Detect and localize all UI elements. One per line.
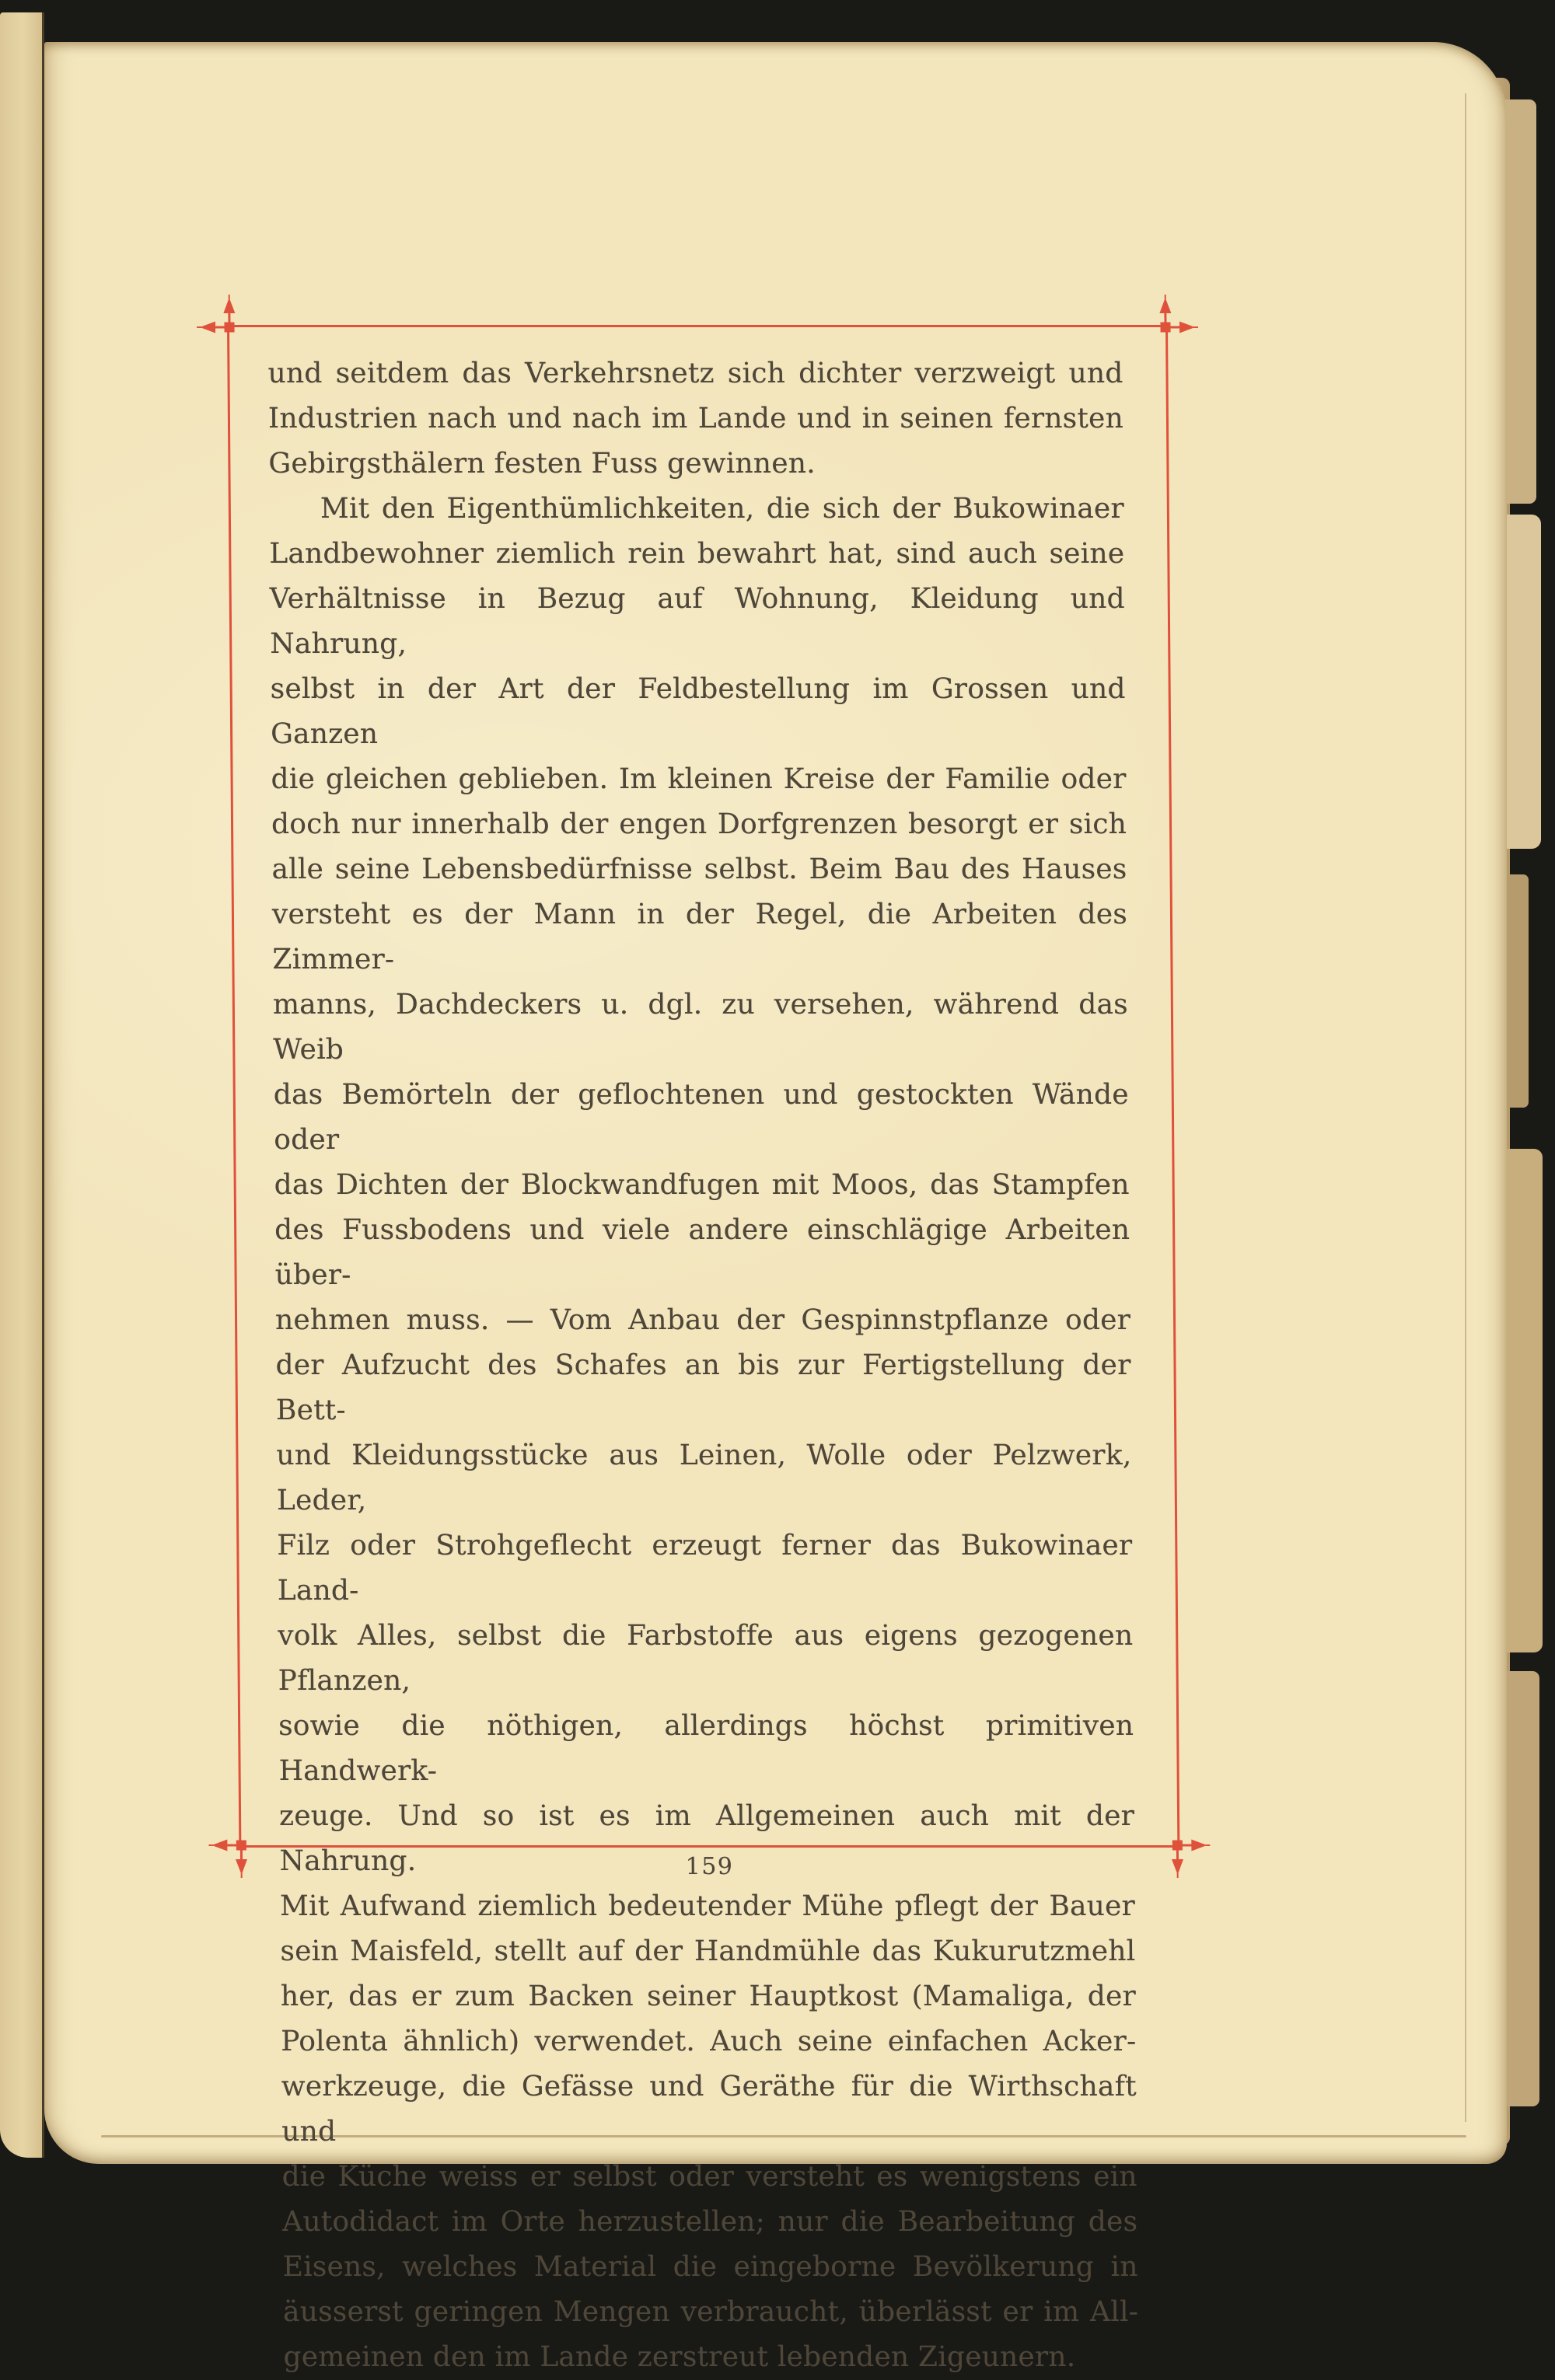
- text-line: das Dichten der Blockwandfugen mit Moos, das Stampfen: [274, 1169, 1130, 1201]
- text-line: her, das er zum Backen seiner Hauptkost (Mamaliga, der: [280, 1980, 1137, 2012]
- text-line: das Bemörteln der geflochtenen und gestockten Wände oder: [273, 1079, 1129, 1156]
- text-line: nehmen muss. — Vom Anbau der Gespinnstpflanze oder: [274, 1304, 1131, 1336]
- text-line: zeuge. Und so ist es im Allgemeinen auch mit der Nahrung.: [278, 1800, 1135, 1877]
- text-line: die gleichen geblieben. Im kleinen Kreise der Familie oder: [271, 763, 1127, 795]
- text-line: Industrien nach und nach im Lande und in seinen fernsten: [267, 403, 1124, 434]
- frame-corner-arrow-icon: [197, 295, 263, 360]
- text-line: gemeinen den im Lande zerstreut lebenden Zigeunern.: [283, 2341, 1076, 2373]
- text-line: manns, Dachdeckers u. dgl. zu versehen, während das Weib: [272, 989, 1129, 1066]
- text-line: des Fussbodens und viele andere einschlägige Arbeiten über-: [274, 1214, 1130, 1291]
- text-line: alle seine Lebensbedürfnisse selbst. Beim Bau des Hauses: [271, 853, 1127, 885]
- frame-corner-arrow-icon: [1133, 295, 1199, 360]
- text-line: und seitdem das Verkehrsnetz sich dichter verzweigt und: [267, 358, 1123, 389]
- text-line: Eisens, welches Material die eingeborne Bevölkerung in: [282, 2251, 1138, 2283]
- text-line: Verhältnisse in Bezug auf Wohnung, Kleidung und Nahrung,: [269, 583, 1125, 660]
- text-line: und Kleidungsstücke aus Leinen, Wolle oder Pelzwerk, Leder,: [276, 1440, 1132, 1516]
- text-line: Mit den Eigenthümlichkeiten, die sich der Bukowinaer: [320, 493, 1125, 525]
- text-line: sein Maisfeld, stellt auf der Handmühle das Kukurutzmehl: [280, 1935, 1136, 1967]
- text-line: Gebirgsthälern festen Fuss gewinnen.: [268, 448, 816, 480]
- text-line: werkzeuge, die Gefässe und Geräthe für die Wirthschaft und: [281, 2071, 1137, 2148]
- text-line: Landbewohner ziemlich rein bewahrt hat, sind auch seine: [269, 538, 1125, 570]
- text-line: äusserst geringen Mengen verbraucht, überlässt er im All-: [282, 2296, 1139, 2328]
- text-line: die Küche weiss er selbst oder versteht es wenigstens ein: [281, 2161, 1137, 2193]
- page-text: [267, 351, 1138, 2380]
- text-line: Polenta ähnlich) verwendet. Auch seine einfachen Acker-: [281, 2026, 1137, 2057]
- text-line: selbst in der Art der Feldbestellung im Grossen und Ganzen: [270, 673, 1126, 750]
- text-line: sowie die nöthigen, allerdings höchst primitiven Handwerk-: [278, 1710, 1134, 1787]
- text-line: Mit Aufwand ziemlich bedeutender Mühe pflegt der Bauer: [279, 1890, 1136, 1922]
- page-number: 159: [685, 1853, 734, 1880]
- text-line: doch nur innerhalb der engen Dorfgrenzen besorgt er sich: [271, 808, 1127, 840]
- text-line: der Aufzucht des Schafes an bis zur Fertigstellung der Bett-: [275, 1349, 1131, 1426]
- text-line: Autodidact im Orte herzustellen; nur die Bearbeitung des: [282, 2206, 1138, 2238]
- text-line: volk Alles, selbst die Farbstoffe aus eigens gezogenen Pflanzen,: [278, 1620, 1134, 1697]
- text-line: versteht es der Mann in der Regel, die Arbeiten des Zimmer-: [271, 899, 1128, 975]
- text-line: Filz oder Strohgeflecht erzeugt ferner das Bukowinaer Land-: [277, 1530, 1133, 1607]
